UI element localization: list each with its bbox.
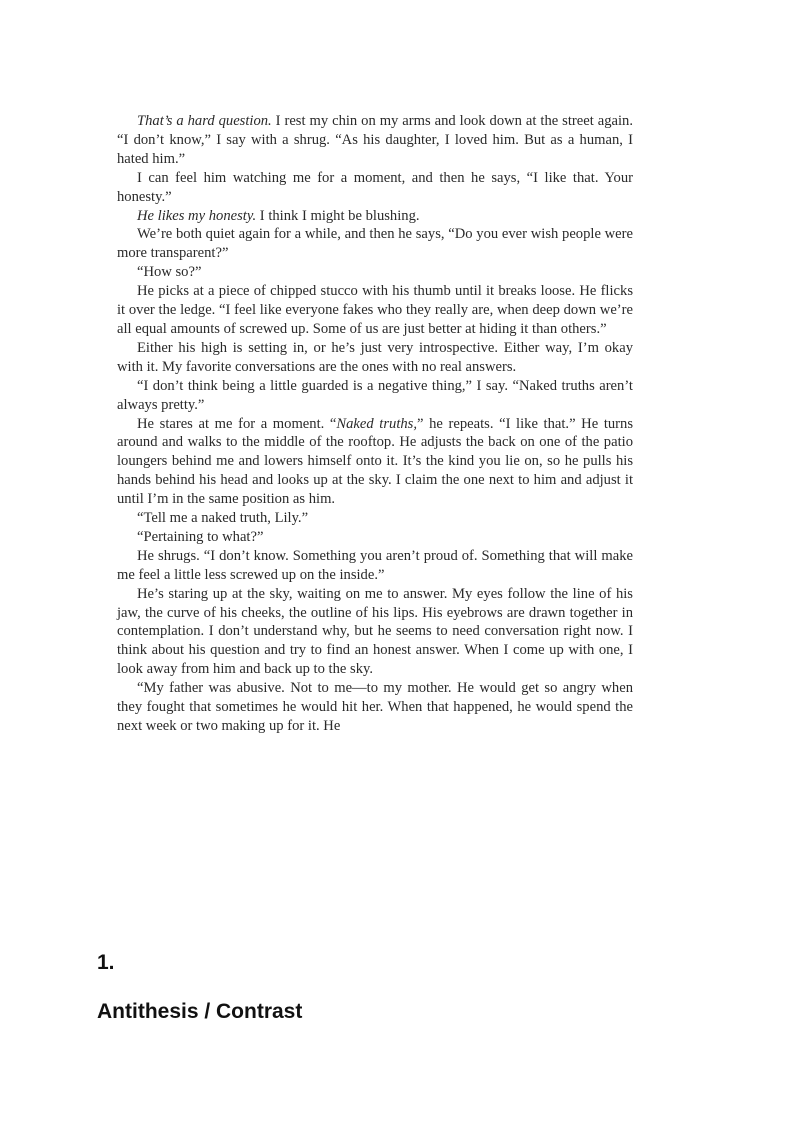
paragraph-text: “How so?” <box>137 264 202 281</box>
section-number: 1. <box>97 951 115 974</box>
paragraph-text: I think I might be blushing. <box>256 207 420 224</box>
paragraph <box>117 547 633 585</box>
paragraph <box>117 585 633 680</box>
paragraph <box>117 528 633 547</box>
paragraph <box>117 339 633 377</box>
book-excerpt <box>117 112 633 736</box>
paragraph-text: I can feel him watching me for a moment, and then he says, “I like that. Your honesty.” <box>117 169 633 205</box>
paragraph-text: “Tell me a naked truth, Lily.” <box>137 510 309 527</box>
paragraph <box>117 169 633 207</box>
paragraph <box>117 377 633 415</box>
paragraph <box>117 509 633 528</box>
paragraph <box>117 263 633 282</box>
paragraph-text: He picks at a piece of chipped stucco with his thumb until it breaks loose. He flicks it over the ledge. “I feel like everyone fakes who they really are, when deep down we’re all equal amounts of screwed up. Some of us are just better at hiding it than others.” <box>117 283 633 337</box>
paragraph-text: “I don’t think being a little guarded is a negative thing,” I say. “Naked truths aren’t always pretty.” <box>117 377 633 413</box>
paragraph-text: Either his high is setting in, or he’s just very introspective. Either way, I’m okay with it. My favorite conversations are the ones with no real answers. <box>117 339 633 375</box>
paragraph <box>117 225 633 263</box>
paragraph <box>117 415 633 510</box>
paragraph-text: We’re both quiet again for a while, and then he says, “Do you ever wish people were more transparent?” <box>117 226 633 262</box>
paragraph-text: He’s staring up at the sky, waiting on me to answer. My eyes follow the line of his jaw, the curve of his cheeks, the outline of his lips. His eyebrows are drawn together in contemplation. I don’t understand why, but he seems to need conversation right now. I think about his question and try to find an honest answer. When I come up with one, I look away from him and back up to the sky. <box>117 585 633 678</box>
italic-thought: That’s a hard question. <box>137 113 272 129</box>
paragraph <box>117 282 633 339</box>
paragraph-text: ” he repeats. “I like that.” He turns around and walks to the middle of the rooftop. He adjusts the back on one of the patio loungers behind me and lowers himself onto it. It’s the kind you lie on, so he pulls his hands behind his head and looks up at the sky. I claim the one next to him and adjust it until I’m in the same position as him. <box>117 415 634 508</box>
section-title: Antithesis / Contrast <box>97 1000 303 1023</box>
italic-thought: He likes my honesty. <box>137 207 257 224</box>
paragraph <box>117 112 633 169</box>
paragraph <box>117 207 633 226</box>
paragraph-text: He shrugs. “I don’t know. Something you aren’t proud of. Something that will make me feel a little less screwed up on the inside.” <box>117 547 633 583</box>
italic-quote: Naked truths, <box>336 415 418 432</box>
paragraph-text-pre: He stares at me for a moment. “ <box>137 415 337 432</box>
paragraph-text: I rest my chin on my arms and look down at the street again. “I don’t know,” I say with a shrug. “As his daughter, I loved him. But as a human, I hated him.” <box>117 113 633 167</box>
paragraph-text: “Pertaining to what?” <box>137 528 264 545</box>
paragraph-text: “My father was abusive. Not to me—to my mother. He would get so angry when they fought that sometimes he would hit her. When that happened, he would spend the next week or two making up for it. He <box>117 680 633 734</box>
paragraph <box>117 679 633 736</box>
